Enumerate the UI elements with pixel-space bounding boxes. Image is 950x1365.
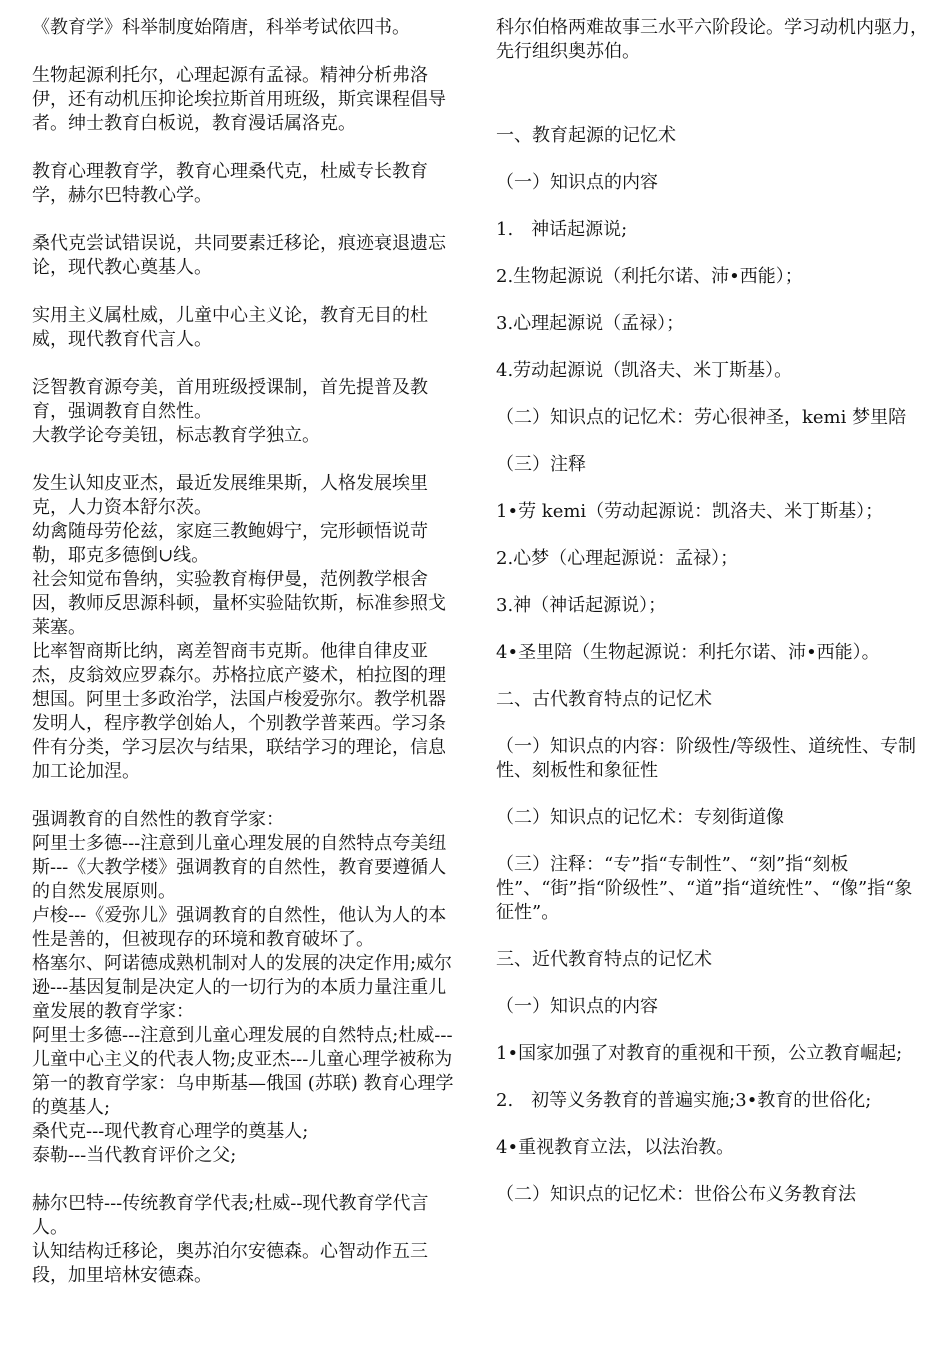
- paragraph: 强调教育的自然性的教育学家：: [32, 809, 284, 830]
- left-column: [32, 16, 462, 1288]
- right-column: [496, 16, 928, 1207]
- paragraph: （一）知识点的内容：阶级性/等级性、道统性、专制性、刻板性和象征性: [496, 736, 917, 781]
- subheading: （三）注释: [496, 454, 586, 475]
- list-item: 1. 神话起源说;: [496, 219, 628, 240]
- section-heading: 二、古代教育特点的记忆术: [496, 689, 712, 710]
- paragraph: 生物起源利托尔，心理起源有孟禄。精神分析弗洛伊，还有动机压抑论埃拉斯首用班级，斯宾课程倡导者。绅士教育白板说，教育漫话属洛克。: [32, 65, 446, 134]
- paragraph: 阿里士多德---注意到儿童心理发展的自然特点;杜威---儿童中心主义的代表人物;皮亚杰---儿童心理学被称为第一的教育学家：乌申斯基—俄国 (苏联) 教育心理学的奠基人;: [32, 1025, 454, 1118]
- paragraph: 幼禽随母劳伦兹，家庭三教鲍姆宁，完形顿悟说苛勒，耶克多德倒∪线。: [32, 521, 428, 566]
- list-item: 1•国家加强了对教育的重视和干预，公立教育崛起;: [496, 1043, 903, 1064]
- paragraph: 卢梭---《爱弥儿》强调教育的自然性，他认为人的本性是善的，但被现存的环境和教育破坏了。: [32, 905, 447, 950]
- paragraph: 桑代克---现代教育心理学的奠基人;: [32, 1121, 309, 1142]
- paragraph: 大教学论夸美钮，标志教育学独立。: [32, 425, 320, 446]
- paragraph: 社会知觉布鲁纳，实验教育梅伊曼，范例教学根舍因，教师反思源科顿，量杯实验陆钦斯，标准参照戈莱塞。: [32, 569, 446, 638]
- paragraph: 泛智教育源夸美，首用班级授课制，首先提普及教育，强调教育自然性。: [32, 377, 428, 422]
- subheading: （一）知识点的内容: [496, 172, 658, 193]
- list-item: 4.劳动起源说（凯洛夫、米丁斯基）。: [496, 360, 793, 381]
- paragraph: 格塞尔、阿诺德成熟机制对人的发展的决定作用;威尔逊---基因复制是决定人的一切行为的本质力量注重儿童发展的教育学家：: [32, 953, 453, 1022]
- list-item: 2.生物起源说（利托尔诺、沛•西能）；: [496, 266, 803, 287]
- list-item: 4•重视教育立法，以法治教。: [496, 1137, 735, 1158]
- section-heading: 三、近代教育特点的记忆术: [496, 949, 712, 970]
- paragraph: 实用主义属杜威，儿童中心主义论，教育无目的杜威，现代教育代言人。: [32, 305, 428, 350]
- list-item: 2.心梦（心理起源说：孟禄）；: [496, 548, 739, 569]
- paragraph: 认知结构迁移论，奥苏泊尔安德森。心智动作五三段，加里培林安德森。: [32, 1241, 428, 1286]
- section-heading: 一、教育起源的记忆术: [496, 125, 676, 146]
- paragraph: 桑代克尝试错误说，共同要素迁移论，痕迹衰退遗忘论，现代教心奠基人。: [32, 233, 446, 278]
- paragraph: 《教育学》科举制度始隋唐，科举考试依四书。: [32, 17, 410, 38]
- list-item: 4•圣里陪（生物起源说：利托尔诺、沛•西能）。: [496, 642, 880, 663]
- subheading: （二）知识点的记忆术：专刻街道像: [496, 807, 784, 828]
- subheading: （二）知识点的记忆术：劳心很神圣，kemi 梦里陪: [496, 407, 907, 428]
- paragraph: 教育心理教育学，教育心理桑代克，杜威专长教育学，赫尔巴特教心学。: [32, 161, 428, 206]
- subheading: （一）知识点的内容: [496, 996, 658, 1017]
- paragraph: （三）注释：“专”指“专制性”、“刻”指“刻板性”、“街”指“阶级性”、“道”指“道统性”、“像”指“象征性”。: [496, 854, 913, 923]
- paragraph: 阿里士多德---注意到儿童心理发展的自然特点夸美纽斯---《大教学楼》强调教育的自然性，教育要遵循人的自然发展原则。: [32, 833, 447, 902]
- subheading: （二）知识点的记忆术：世俗公布义务教育法: [496, 1184, 856, 1205]
- list-item: 3.心理起源说（孟禄）；: [496, 313, 685, 334]
- list-item: 3.神（神话起源说）；: [496, 595, 667, 616]
- paragraph: 赫尔巴特---传统教育学代表;杜威--现代教育学代言人。: [32, 1193, 429, 1238]
- paragraph: 发生认知皮亚杰，最近发展维果斯，人格发展埃里克，人力资本舒尔茨。: [32, 473, 428, 518]
- paragraph: 科尔伯格两难故事三水平六阶段论。学习动机内驱力，先行组织奥苏伯。: [496, 17, 928, 62]
- list-item: 1•劳 kemi（劳动起源说：凯洛夫、米丁斯基）；: [496, 501, 884, 522]
- paragraph: 泰勒---当代教育评价之父;: [32, 1145, 237, 1166]
- list-item: 2. 初等义务教育的普遍实施;3•教育的世俗化;: [496, 1090, 872, 1111]
- paragraph: 比率智商斯比纳，离差智商韦克斯。他律自律皮亚杰，皮翁效应罗森尔。苏格拉底产婆术，柏拉图的理想国。阿里士多政治学，法国卢梭爱弥尔。教学机器发明人，程序教学创始人，个别教学普莱西。学习条件有分类，学习层次与结果，联结学习的理论，信息加工论加涅。: [32, 641, 446, 782]
